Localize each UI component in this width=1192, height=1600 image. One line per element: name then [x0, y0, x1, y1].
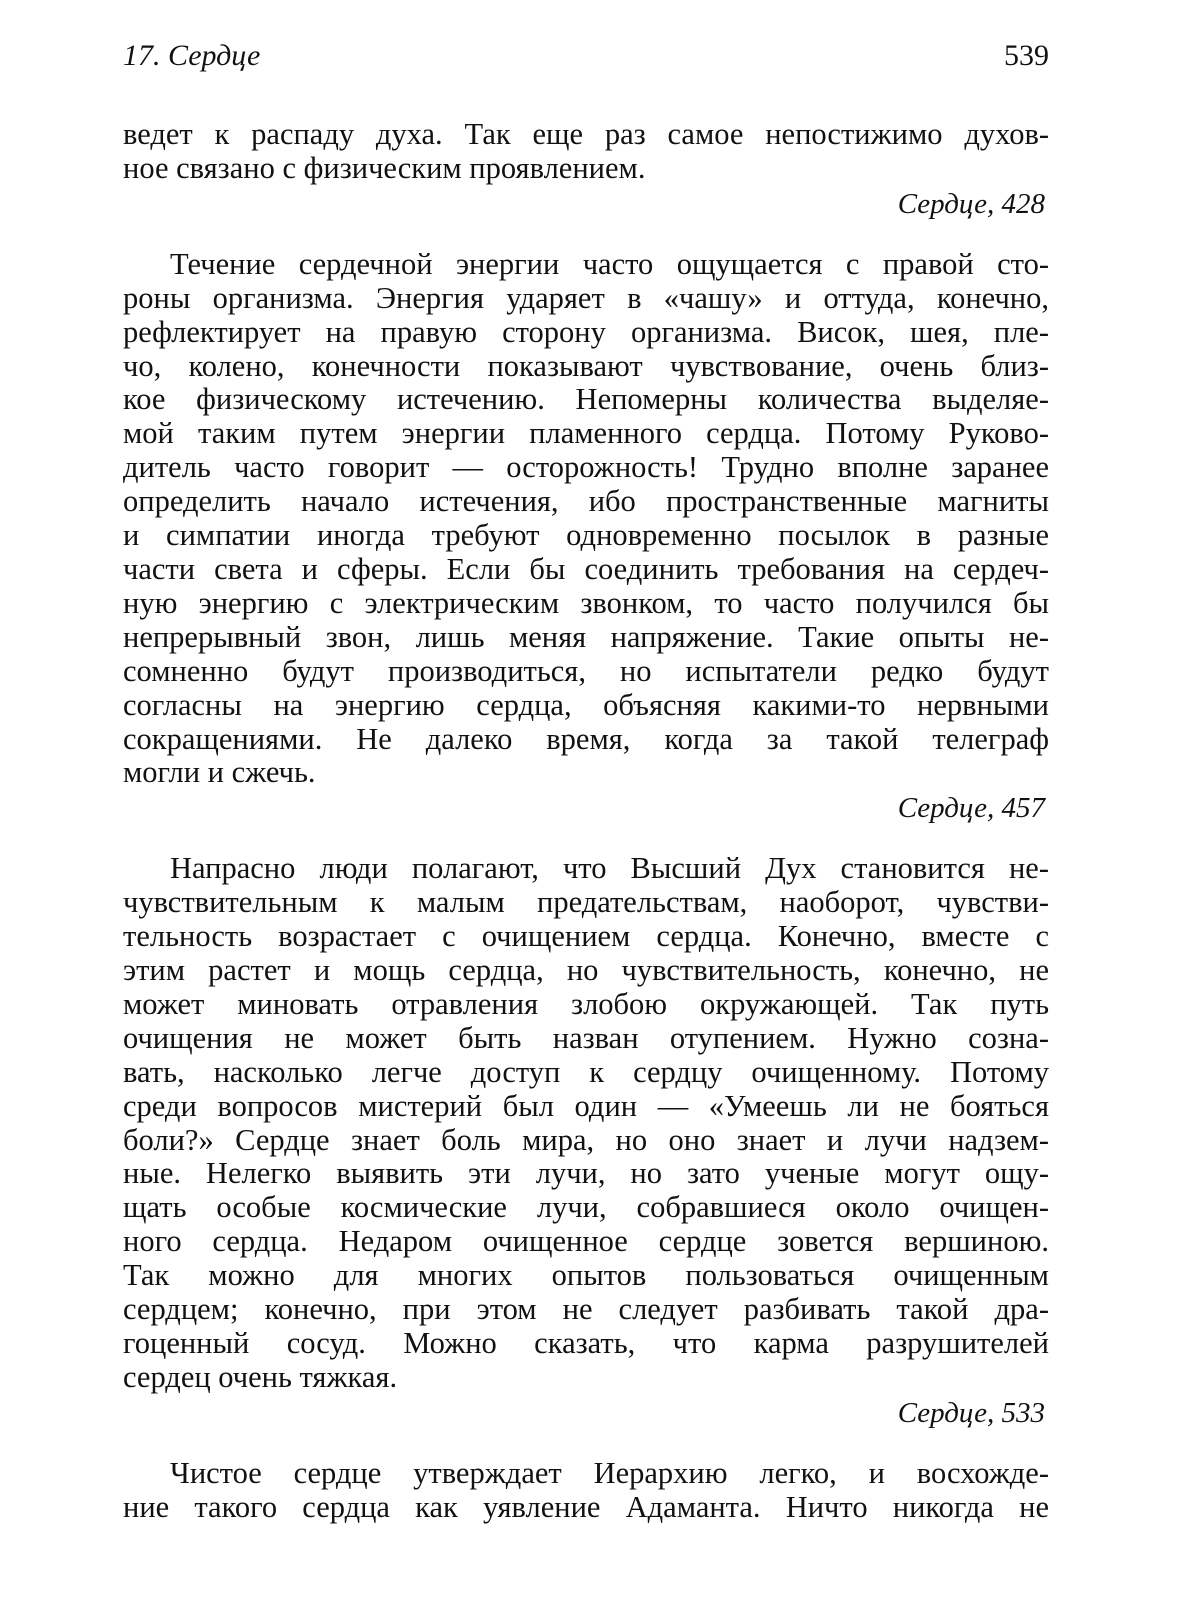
page-number: 539	[1004, 39, 1049, 72]
text-line: части света и сферы. Если бы соединить требования на сердеч-	[123, 551, 1049, 586]
paragraph	[123, 118, 1049, 186]
text-line: определить начало истечения, ибо пространственные магниты	[123, 484, 1049, 519]
text-line: ную энергию с электрическим звонком, то часто получился бы	[123, 585, 1049, 620]
text-line: чо, колено, конечности показывают чувствование, очень близ-	[123, 348, 1049, 383]
text-line: и симпатии иногда требуют одновременно посылок в разные	[123, 518, 1049, 553]
text-line: сердец очень тяжкая.	[123, 1359, 398, 1394]
text-line: Чистое сердце утверждает Иерархию легко, и восхожде-	[170, 1455, 1049, 1490]
text-line: сердцем; конечно, при этом не следует разбивать такой дра-	[123, 1292, 1049, 1327]
text-line: этим растет и мощь сердца, но чувствительность, конечно, не	[123, 953, 1049, 988]
text-line: боли?» Сердце знает боль мира, но оно знает и лучи надзем-	[123, 1122, 1049, 1157]
text-line: ное связано с физическим проявлением.	[123, 150, 646, 185]
text-line: щать особые космические лучи, собравшиеся около очищен-	[123, 1190, 1049, 1225]
text-line: очищения не может быть назван отупением. Нужно созна-	[123, 1020, 1049, 1055]
text-line: гоценный сосуд. Можно сказать, что карма разрушителей	[123, 1326, 1049, 1360]
text-line: Так можно для многих опытов пользоваться очищенным	[123, 1258, 1049, 1293]
text-line: ведет к распаду духа. Так еще раз самое непостижимо духов-	[123, 117, 1049, 151]
text-line: ного сердца. Недаром очищенное сердце зовется вершиною.	[123, 1224, 1049, 1259]
text-line: дитель часто говорит — осторожность! Трудно вполне заранее	[123, 450, 1049, 485]
text-line: ние такого сердца как уявление Адаманта. Ничто никогда не	[123, 1489, 1049, 1524]
text-line: рефлектирует на правую сторону организма. Висок, шея, пле-	[123, 314, 1049, 349]
text-line: согласны на энергию сердца, объясняя какими-то нервными	[123, 687, 1049, 722]
source-citation: Сердце, 533	[897, 1396, 1045, 1429]
text-line: среди вопросов мистерий был один — «Умеешь ли не бояться	[123, 1088, 1049, 1123]
text-line: вать, насколько легче доступ к сердцу очищенному. Потому	[123, 1054, 1049, 1089]
text-line: может миновать отравления злобою окружающей. Так путь	[123, 986, 1049, 1021]
text-block	[123, 118, 1049, 221]
text-line: Напрасно люди полагают, что Высший Дух становится не-	[170, 851, 1049, 886]
text-line: мой таким путем энергии пламенного сердца. Потому Руково-	[123, 416, 1049, 451]
text-line: сомненно будут производиться, но испытатели редко будут	[123, 653, 1049, 688]
text-line: чувствительным к малым предательствам, наоборот, чувстви-	[123, 885, 1049, 920]
source-citation: Сердце, 428	[897, 187, 1045, 220]
paragraph	[123, 248, 1049, 791]
book-page	[123, 38, 1049, 1525]
text-block	[123, 248, 1049, 826]
chapter-title: 17. Сердце	[123, 39, 261, 72]
running-header	[123, 38, 1049, 74]
text-block	[123, 852, 1049, 1430]
text-line: роны организма. Энергия ударяет в «чашу» и оттуда, конечно,	[123, 280, 1049, 315]
paragraph	[123, 852, 1049, 1395]
paragraph	[123, 1457, 1049, 1525]
text-block	[123, 1457, 1049, 1525]
text-line: сокращениями. Не далеко время, когда за такой телеграф	[123, 721, 1049, 756]
text-line: непрерывный звон, лишь меняя напряжение. Такие опыты не-	[123, 619, 1049, 654]
text-line: тельность возрастает с очищением сердца. Конечно, вместе с	[123, 919, 1049, 954]
text-line: кое физическому истечению. Непомерны количества выделяе-	[123, 382, 1049, 417]
text-line: Течение сердечной энергии часто ощущается с правой сто-	[170, 246, 1049, 281]
text-line: ные. Нелегко выявить эти лучи, но зато ученые могут ощу-	[123, 1156, 1049, 1191]
source-citation: Сердце, 457	[897, 792, 1045, 825]
text-line: могли и сжечь.	[123, 755, 316, 790]
